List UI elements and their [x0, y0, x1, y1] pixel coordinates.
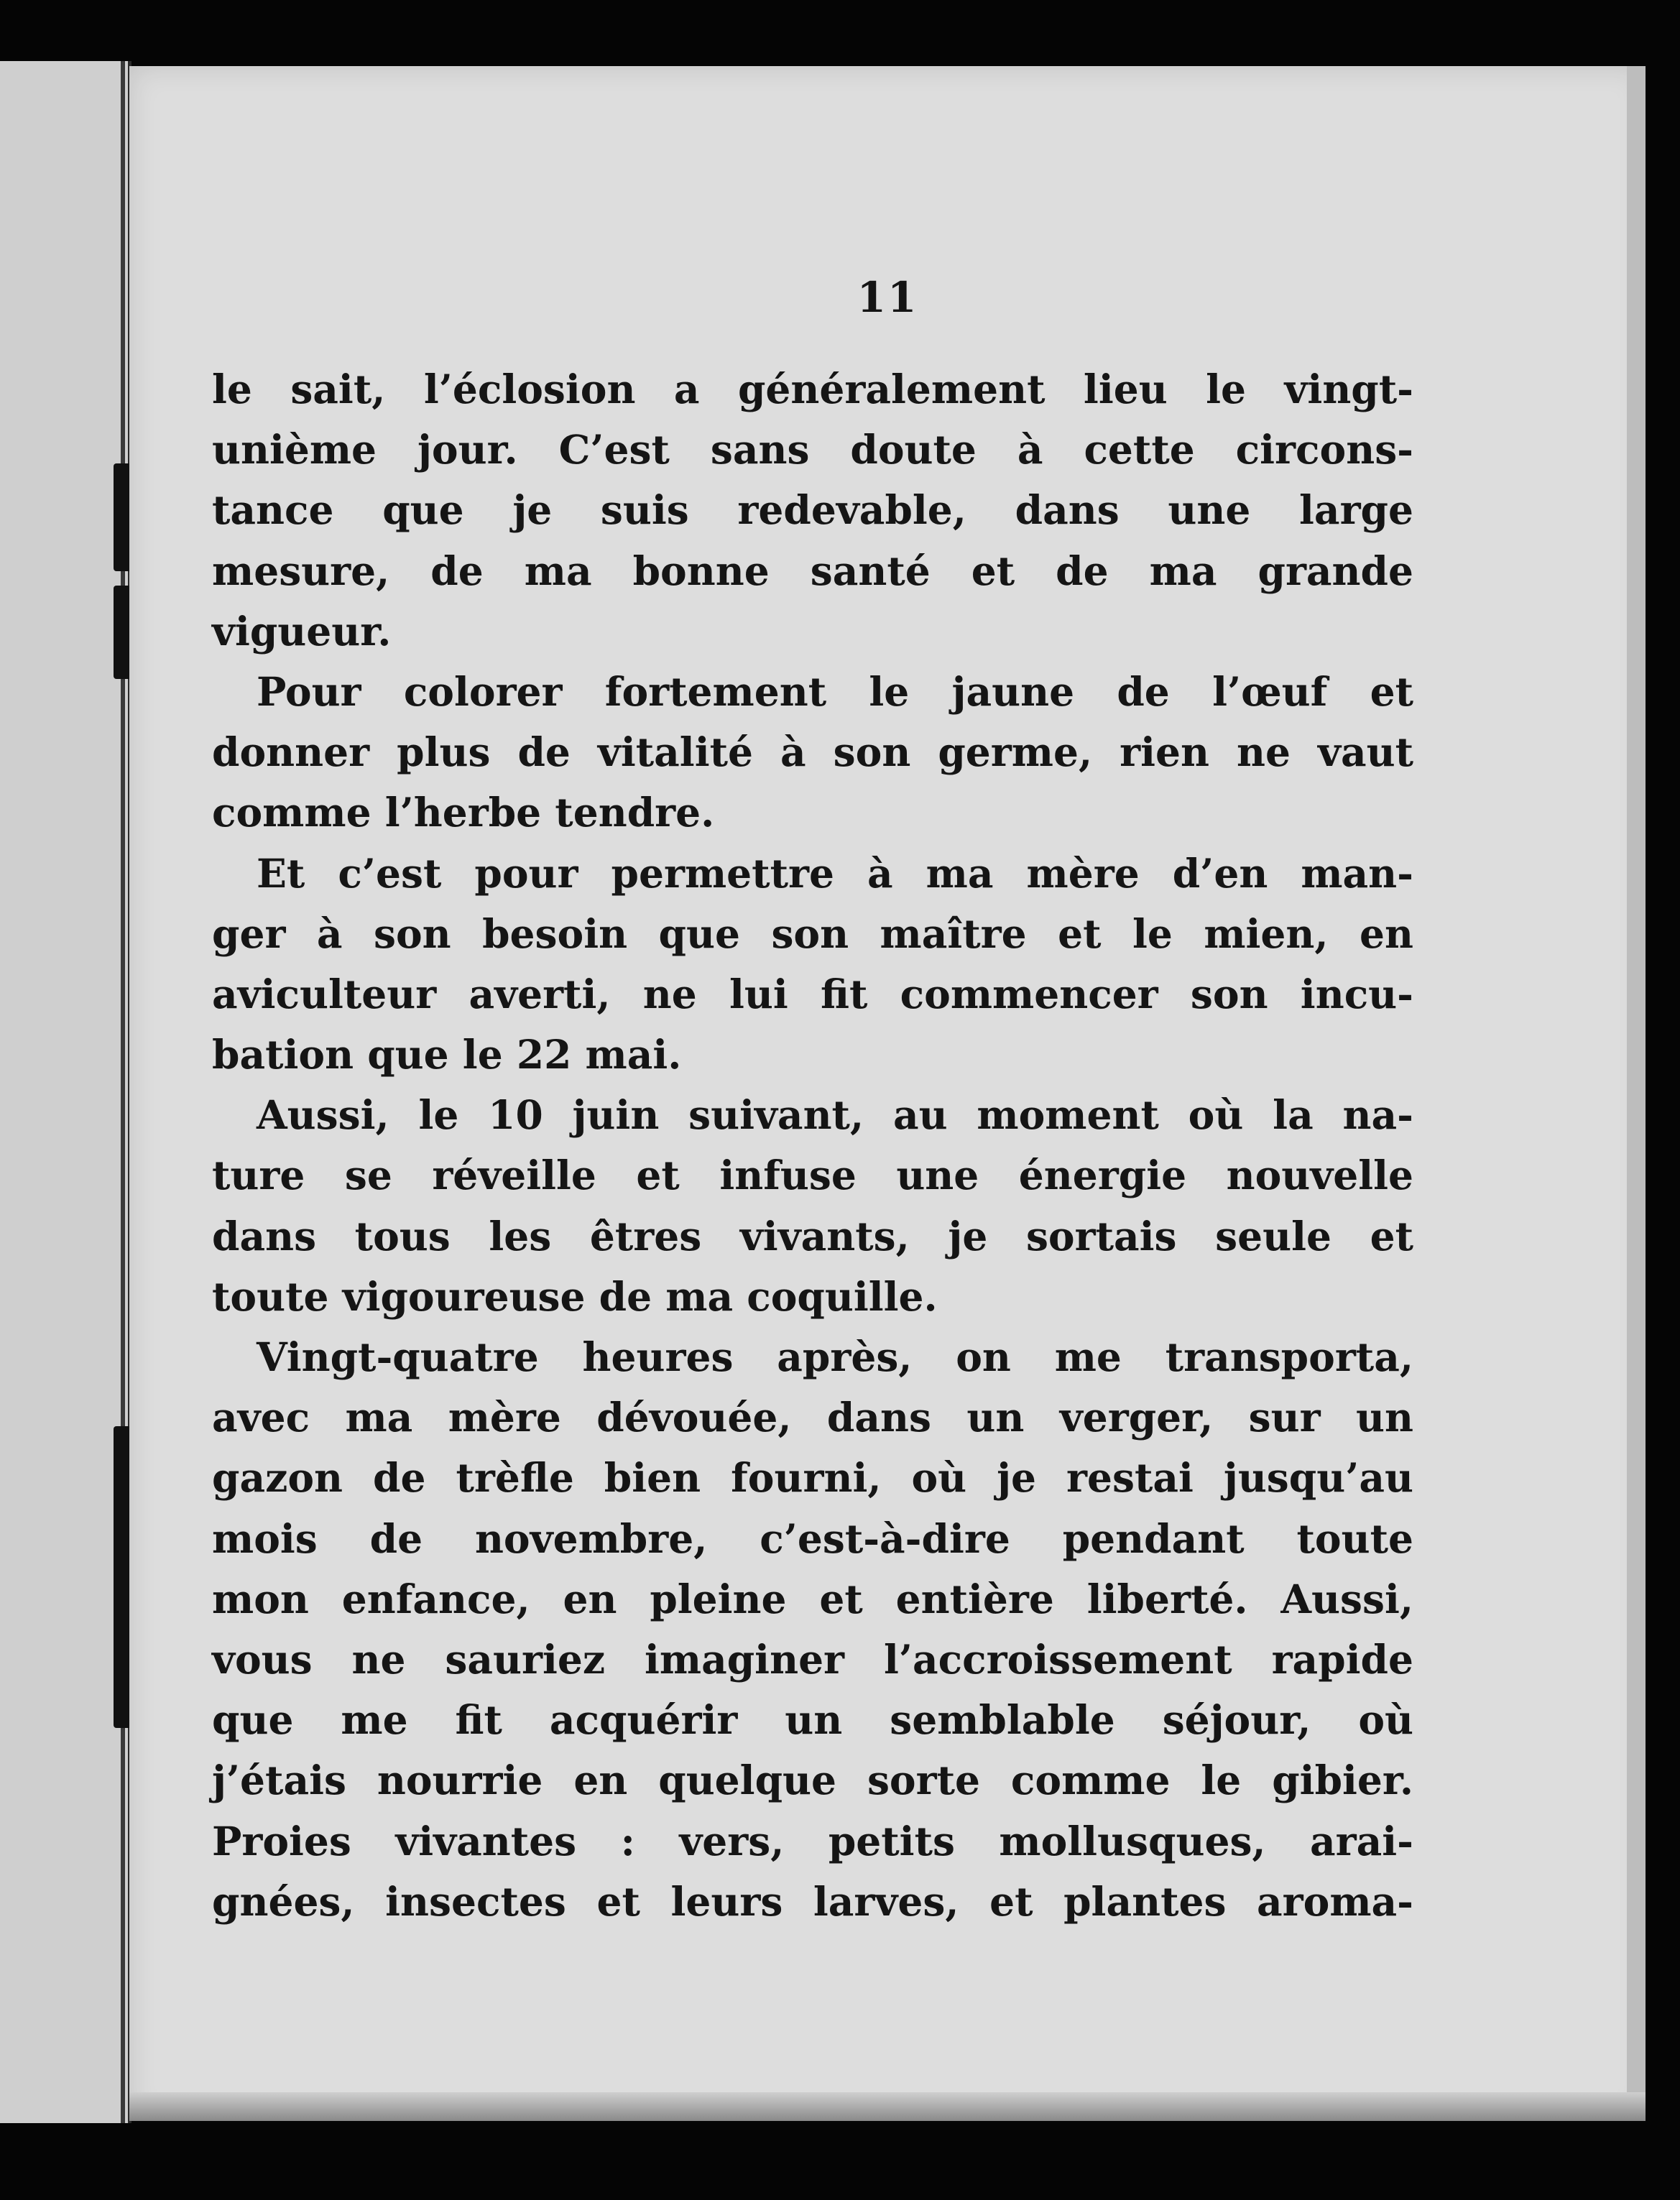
text-line: Proies vivantes : vers, petits mollusques, arai- — [212, 1817, 1413, 1864]
text-line: Et c’est pour permettre à ma mère d’en man- — [257, 849, 1413, 897]
body-text — [212, 359, 1413, 1932]
text-line: donner plus de vitalité à son germe, rien ne vaut — [212, 729, 1413, 776]
text-line: Vingt-quatre heures après, on me transporta, — [257, 1334, 1413, 1380]
text-line: unième jour. C’est sans doute à cette circons- — [212, 426, 1413, 473]
text-line: ger à son besoin que son maître et le mien, en — [212, 910, 1413, 957]
text-line: comme l’herbe tendre. — [212, 789, 715, 836]
page-edge — [129, 2092, 1646, 2121]
text-line: le sait, l’éclosion a généralement lieu le vingt- — [212, 366, 1413, 412]
text-line: mois de novembre, c’est-à-dire pendant toute — [212, 1515, 1413, 1562]
text-line: dans tous les êtres vivants, je sortais seule et — [212, 1212, 1413, 1260]
page-edge — [1627, 66, 1646, 2121]
text-line: tance que je suis redevable, dans une large — [212, 486, 1413, 534]
binding-line — [121, 61, 125, 2123]
text-line: mon enfance, en pleine et entière liberté. Aussi, — [212, 1575, 1413, 1622]
previous-page-edge — [0, 61, 131, 2123]
text-line: toute vigoureuse de ma coquille. — [212, 1272, 938, 1320]
text-line: vigueur. — [212, 607, 392, 655]
text-line: vous ne sauriez imaginer l’accroissement rapide — [212, 1635, 1413, 1683]
text-line: mesure, de ma bonne santé et de ma grande — [212, 547, 1413, 594]
text-line: gnées, insectes et leurs larves, et plantes aroma- — [212, 1877, 1413, 1925]
text-line: gazon de trèfle bien fourni, où je restai jusqu’au — [212, 1454, 1413, 1502]
page-number: 11 — [857, 273, 918, 322]
text-line: ture se réveille et infuse une énergie nouvelle — [212, 1152, 1413, 1199]
text-line: Aussi, le 10 juin suivant, au moment où la na- — [257, 1091, 1413, 1139]
text-line: avec ma mère dévouée, dans un verger, sur un — [212, 1394, 1413, 1441]
text-line: Pour colorer fortement le jaune de l’œuf et — [257, 667, 1413, 715]
text-line: aviculteur averti, ne lui fit commencer son incu- — [212, 970, 1413, 1017]
text-line: que me fit acquérir un semblable séjour, où — [212, 1696, 1413, 1744]
text-line: j’étais nourrie en quelque sorte comme le gibier. — [212, 1757, 1413, 1804]
text-line: bation que le 22 mai. — [212, 1031, 682, 1078]
